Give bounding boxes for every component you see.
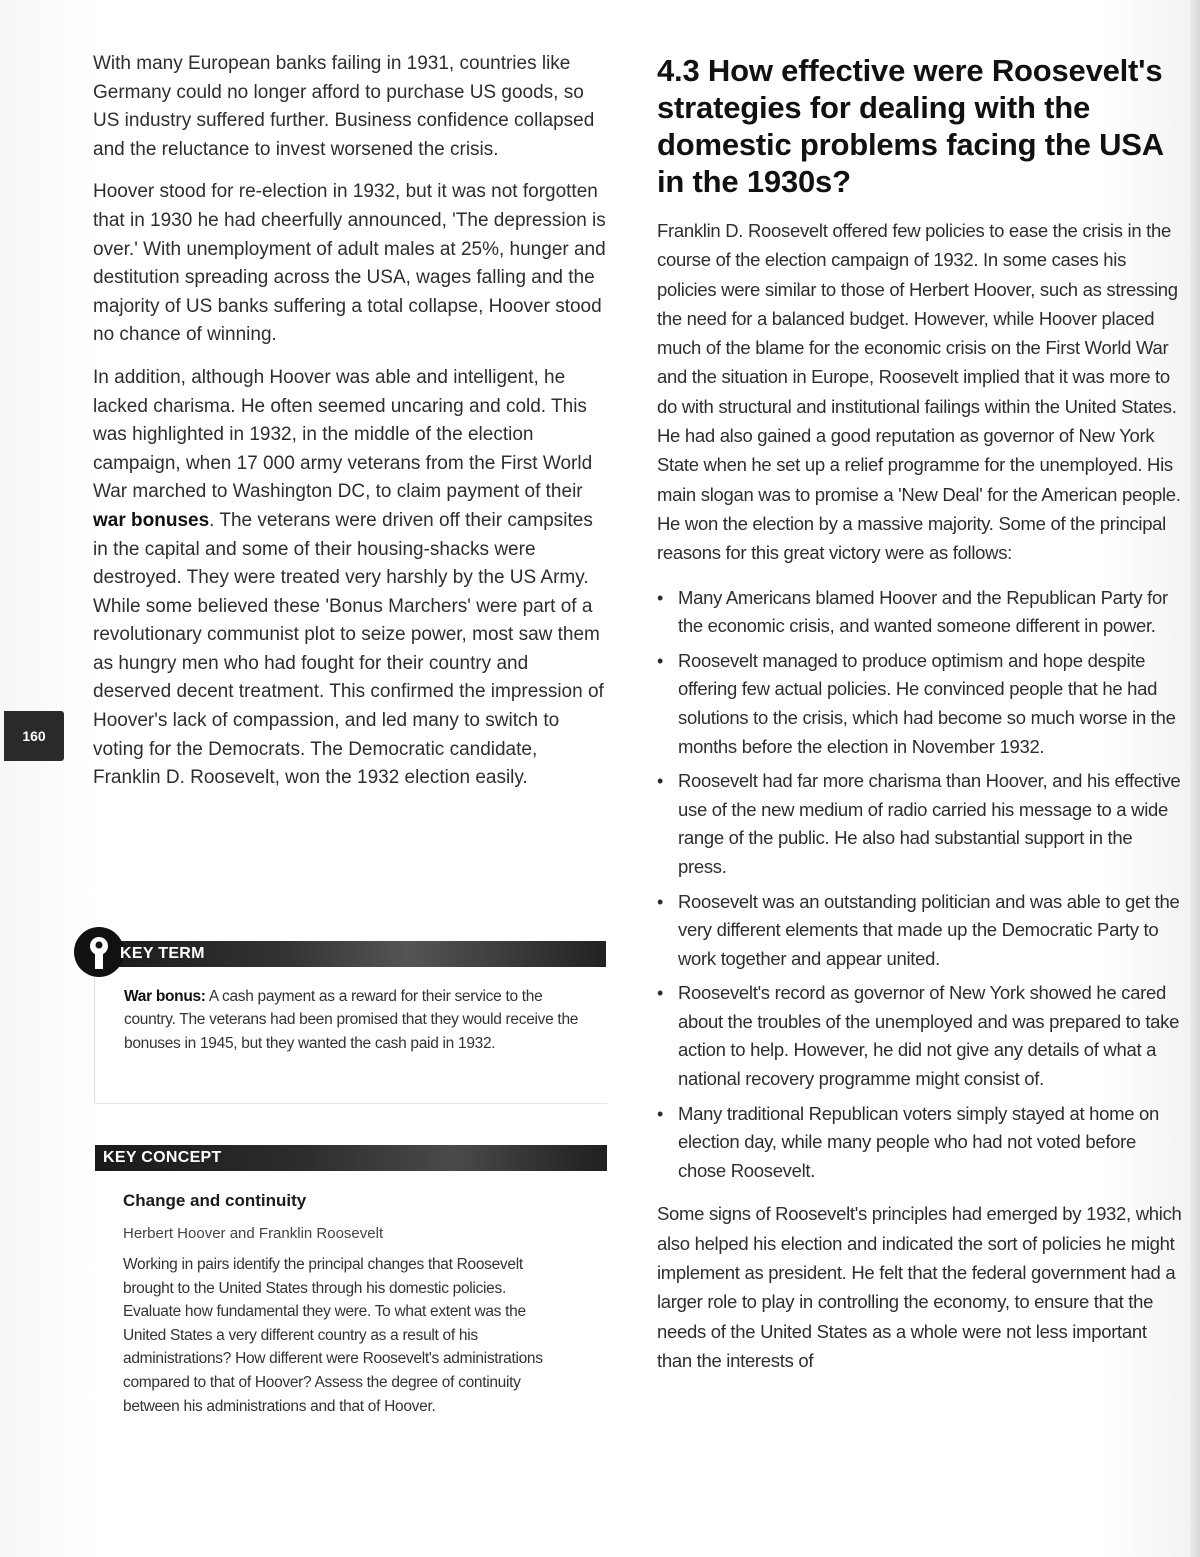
right-column <box>657 52 1182 1391</box>
key-concept-label: KEY CONCEPT <box>103 1149 222 1166</box>
key-term-word: War bonus: <box>124 988 206 1005</box>
key-term-highlight: war bonuses <box>93 509 210 531</box>
bullet-icon: • <box>657 983 664 1004</box>
list-item <box>657 584 1182 641</box>
key-term-label: KEY TERM <box>120 945 205 962</box>
list-item <box>657 979 1182 1093</box>
left-paragraph-3-start: In addition, although Hoover was able and intelligent, he lacked charisma. He often seemed uncaring and cold. This was highlighted in 1932, in the middle of the election campaign, when 17 000 army veterans from the First World War marched to Washington DC, to claim payment of their <box>93 366 593 503</box>
page-number: 160 <box>22 728 46 744</box>
key-concept-subtitle: Herbert Hoover and Franklin Roosevelt <box>123 1225 384 1242</box>
left-paragraph-3-end: . The veterans were driven off their campsites in the capital and some of their housing-shacks were destroyed. They were treated very harshly by the US Army. While some believed these 'Bonus Marchers' were part of a revolutionary communist plot to seize power, most saw them as hungry men who had fought for their country and deserved decent treatment. This confirmed the impression of Hoover's lack of compassion, and led many to switch to voting for the Democrats. The Democratic candidate, Franklin D. Roosevelt, won the 1932 election easily. <box>93 509 604 789</box>
list-item-text: Roosevelt's record as governor of New York showed he cared about the troubles of the unemployed and was prepared to take action to help. However, he did not give any details of what a national recovery programme might consist of. <box>678 982 1180 1090</box>
list-item-text: Roosevelt managed to produce optimism and hope despite offering few actual policies. He convinced people that he had solutions to the crisis, which had become so much worse in the months before the election in November 1932. <box>678 649 1176 757</box>
list-item <box>657 767 1182 881</box>
key-term-text <box>124 985 584 1055</box>
bullet-icon: • <box>657 891 664 912</box>
left-paragraph-2: Hoover stood for re-election in 1932, but it was not forgotten that in 1930 he had cheerfully announced, 'The depression is over.' With unemployment of adult males at 25%, hunger and destitution spreading across the USA, wages falling and the majority of US banks suffering a total collapse, Hoover stood no chance of winning. <box>93 181 606 346</box>
list-item <box>657 888 1182 974</box>
intro-paragraph: Franklin D. Roosevelt offered few policies to ease the crisis in the course of the election campaign of 1932. In some cases his policies were similar to those of Herbert Hoover, such as stressing the need for a balanced budget. However, while Hoover placed much of the blame for the economic crisis on the First World War and the situation in Europe, Roosevelt implied that it was more to do with structural and institutional failings within the United States. He had also gained a good reputation as governor of New York State when he set up a relief programme for the unemployed. His main slogan was to promise a 'New Deal' for the American people. He won the election by a massive majority. Some of the principal reasons for this great victory were as follows: <box>657 220 1181 564</box>
page-number-tab <box>4 711 64 761</box>
key-term-definition: A cash payment as a reward for their service to the country. The veterans had been promised that they would receive the bonuses in 1945, but they wanted the cash paid in 1932. <box>124 988 579 1052</box>
list-item-text: Roosevelt had far more charisma than Hoover, and his effective use of the new medium of radio carried his message to a wide range of the public. He also had substantial support in the press. <box>678 770 1181 877</box>
bullet-icon: • <box>657 650 664 671</box>
closing-paragraph: Some signs of Roosevelt's principles had emerged by 1932, which also helped his election and indicated the sort of policies he might implement as president. He felt that the federal government had a larger role to play in controlling the economy, to ensure that the needs of the United States as a whole were not less important than the interests of <box>657 1203 1182 1371</box>
list-item <box>657 1100 1182 1186</box>
bullet-icon: • <box>657 587 664 608</box>
section-heading: 4.3 How effective were Roosevelt's strategies for dealing with the domestic problems facing the USA in the 1930s? <box>657 53 1163 199</box>
key-concept-title: Change and continuity <box>123 1191 307 1210</box>
reasons-list <box>657 584 1182 1186</box>
key-term-box <box>72 925 612 1105</box>
bullet-icon: • <box>657 771 664 792</box>
list-item-text: Many traditional Republican voters simply stayed at home on election day, while many people who had not voted before chose Roosevelt. <box>678 1102 1160 1181</box>
key-concept-text: Working in pairs identify the principal changes that Roosevelt brought to the United States through his domestic policies. Evaluate how fundamental they were. To what extent was the United States a very different country as a result of his administrations? How different were Roosevelt's administrations compared to that of Hoover? Assess the degree of continuity between his administrations and that of Hoover. <box>123 1256 543 1415</box>
list-item-text: Roosevelt was an outstanding politician and was able to get the very different elements that made up the Democratic Party to work together and appear united. <box>678 890 1180 969</box>
list-item-text: Many Americans blamed Hoover and the Republican Party for the economic crisis, and wanted someone different in power. <box>678 586 1168 637</box>
left-column <box>93 50 608 807</box>
list-item <box>657 647 1182 761</box>
key-concept-box <box>95 1145 610 1455</box>
left-paragraph-1: With many European banks failing in 1931, countries like Germany could no longer afford to purchase US goods, so US industry suffered further. Business confidence collapsed and the reluctance to invest worsened the crisis. <box>93 53 595 160</box>
page-edge-shadow <box>1190 0 1200 1557</box>
bullet-icon: • <box>657 1103 664 1124</box>
key-icon <box>72 925 126 979</box>
left-paragraph-3 <box>93 364 608 793</box>
